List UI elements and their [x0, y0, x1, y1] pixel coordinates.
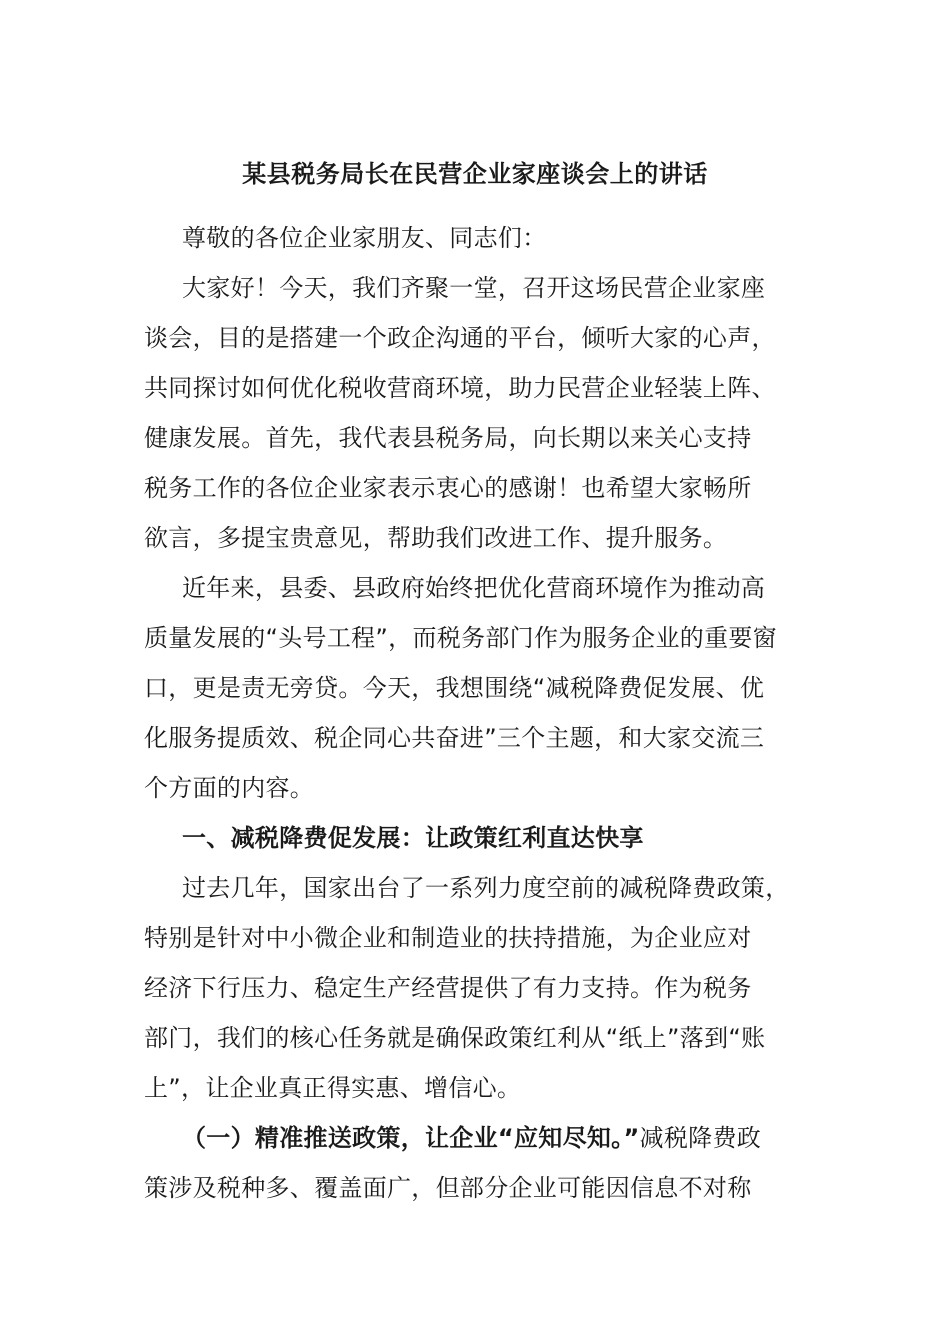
paragraph-line: 质量发展的“头号工程”，而税务部门作为服务企业的重要窗	[144, 624, 777, 652]
subsection-heading: （一）精准推送政策，让企业“应知尽知。”	[182, 1124, 640, 1152]
paragraph-line: 谈会，目的是搭建一个政企沟通的平台，倾听大家的心声，	[144, 324, 776, 352]
subsection-text: 减税降费政	[639, 1124, 762, 1152]
paragraph-line: 欲言，多提宝贵意见，帮助我们改进工作、提升服务。	[144, 524, 728, 552]
subsection-line	[182, 1120, 761, 1156]
paragraph-line: 部门，我们的核心任务就是确保政策红利从“纸上”落到“账	[144, 1024, 766, 1052]
paragraph-line: 经济下行压力、稳定生产经营提供了有力支持。作为税务	[144, 974, 752, 1002]
paragraph-line: 口，更是责无旁贷。今天，我想围绕“减税降费促发展、优	[144, 674, 765, 702]
paragraph-line: 近年来，县委、县政府始终把优化营商环境作为推动高	[182, 574, 766, 602]
section-heading: 一、减税降费促发展：让政策红利直达快享	[182, 824, 644, 852]
paragraph-line: 特别是针对中小微企业和制造业的扶持措施，为企业应对	[144, 924, 752, 952]
paragraph-line: 策涉及税种多、覆盖面广，但部分企业可能因信息不对称	[144, 1174, 752, 1202]
paragraph-line: 共同探讨如何优化税收营商环境，助力民营企业轻装上阵、	[144, 374, 776, 402]
paragraph-line: 上”，让企业真正得实惠、增信心。	[144, 1074, 522, 1102]
paragraph-line: 健康发展。首先，我代表县税务局，向长期以来关心支持	[144, 424, 752, 452]
document-title: 某县税务局长在民营企业家座谈会上的讲话	[242, 160, 708, 188]
paragraph-line: 大家好！今天，我们齐聚一堂，召开这场民营企业家座	[182, 274, 766, 302]
paragraph-line: 税务工作的各位企业家表示衷心的感谢！也希望大家畅所	[144, 474, 752, 502]
paragraph-line: 化服务提质效、税企同心共奋进”三个主题，和大家交流三	[144, 724, 765, 752]
salutation-line: 尊敬的各位企业家朋友、同志们：	[182, 224, 547, 252]
paragraph-line: 个方面的内容。	[144, 774, 315, 802]
paragraph-line: 过去几年，国家出台了一系列力度空前的减税降费政策，	[182, 874, 790, 902]
